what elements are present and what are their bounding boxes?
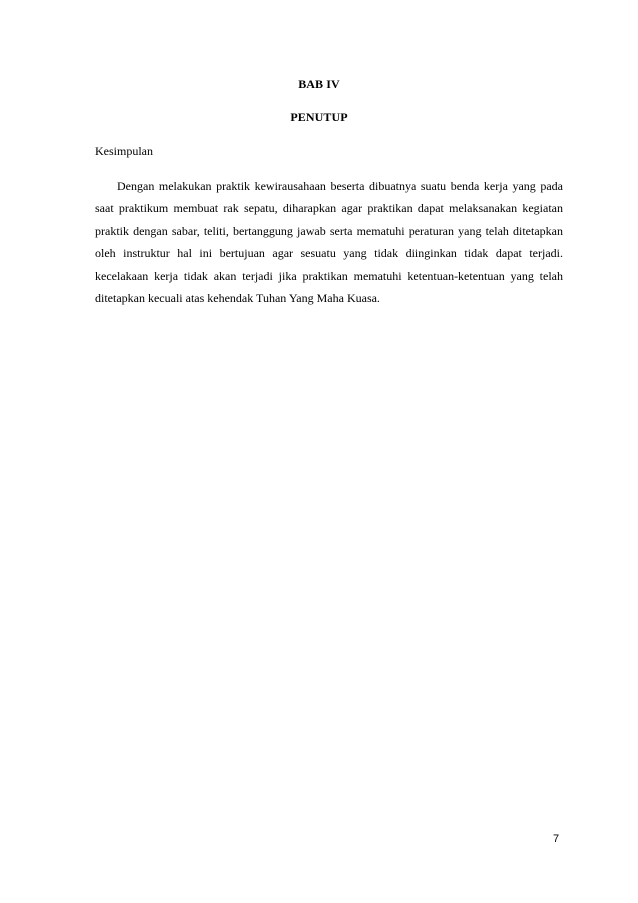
chapter-number: BAB IV	[298, 77, 340, 91]
conclusion-paragraph: Dengan melakukan praktik kewirausahaan beserta dibuatnya suatu benda kerja yang pada saat praktikum membuat rak sepatu, diharapkan agar praktikan dapat melaksanakan kegiatan praktik dengan sabar, teliti, bertanggung jawab serta mematuhi peraturan yang telah ditetapkan oleh instruktur hal ini bertujuan agar sesuatu yang tidak diinginkan tidak dapat terjadi. kecelakaan kerja tidak akan terjadi jika praktikan mematuhi ketentuan-ketentuan yang telah ditetapkan kecuali atas kehendak Tuhan Yang Maha Kuasa.	[95, 179, 563, 306]
page-number: 7	[553, 833, 560, 845]
section-heading: Kesimpulan	[95, 144, 153, 158]
chapter-title: PENUTUP	[290, 110, 348, 124]
